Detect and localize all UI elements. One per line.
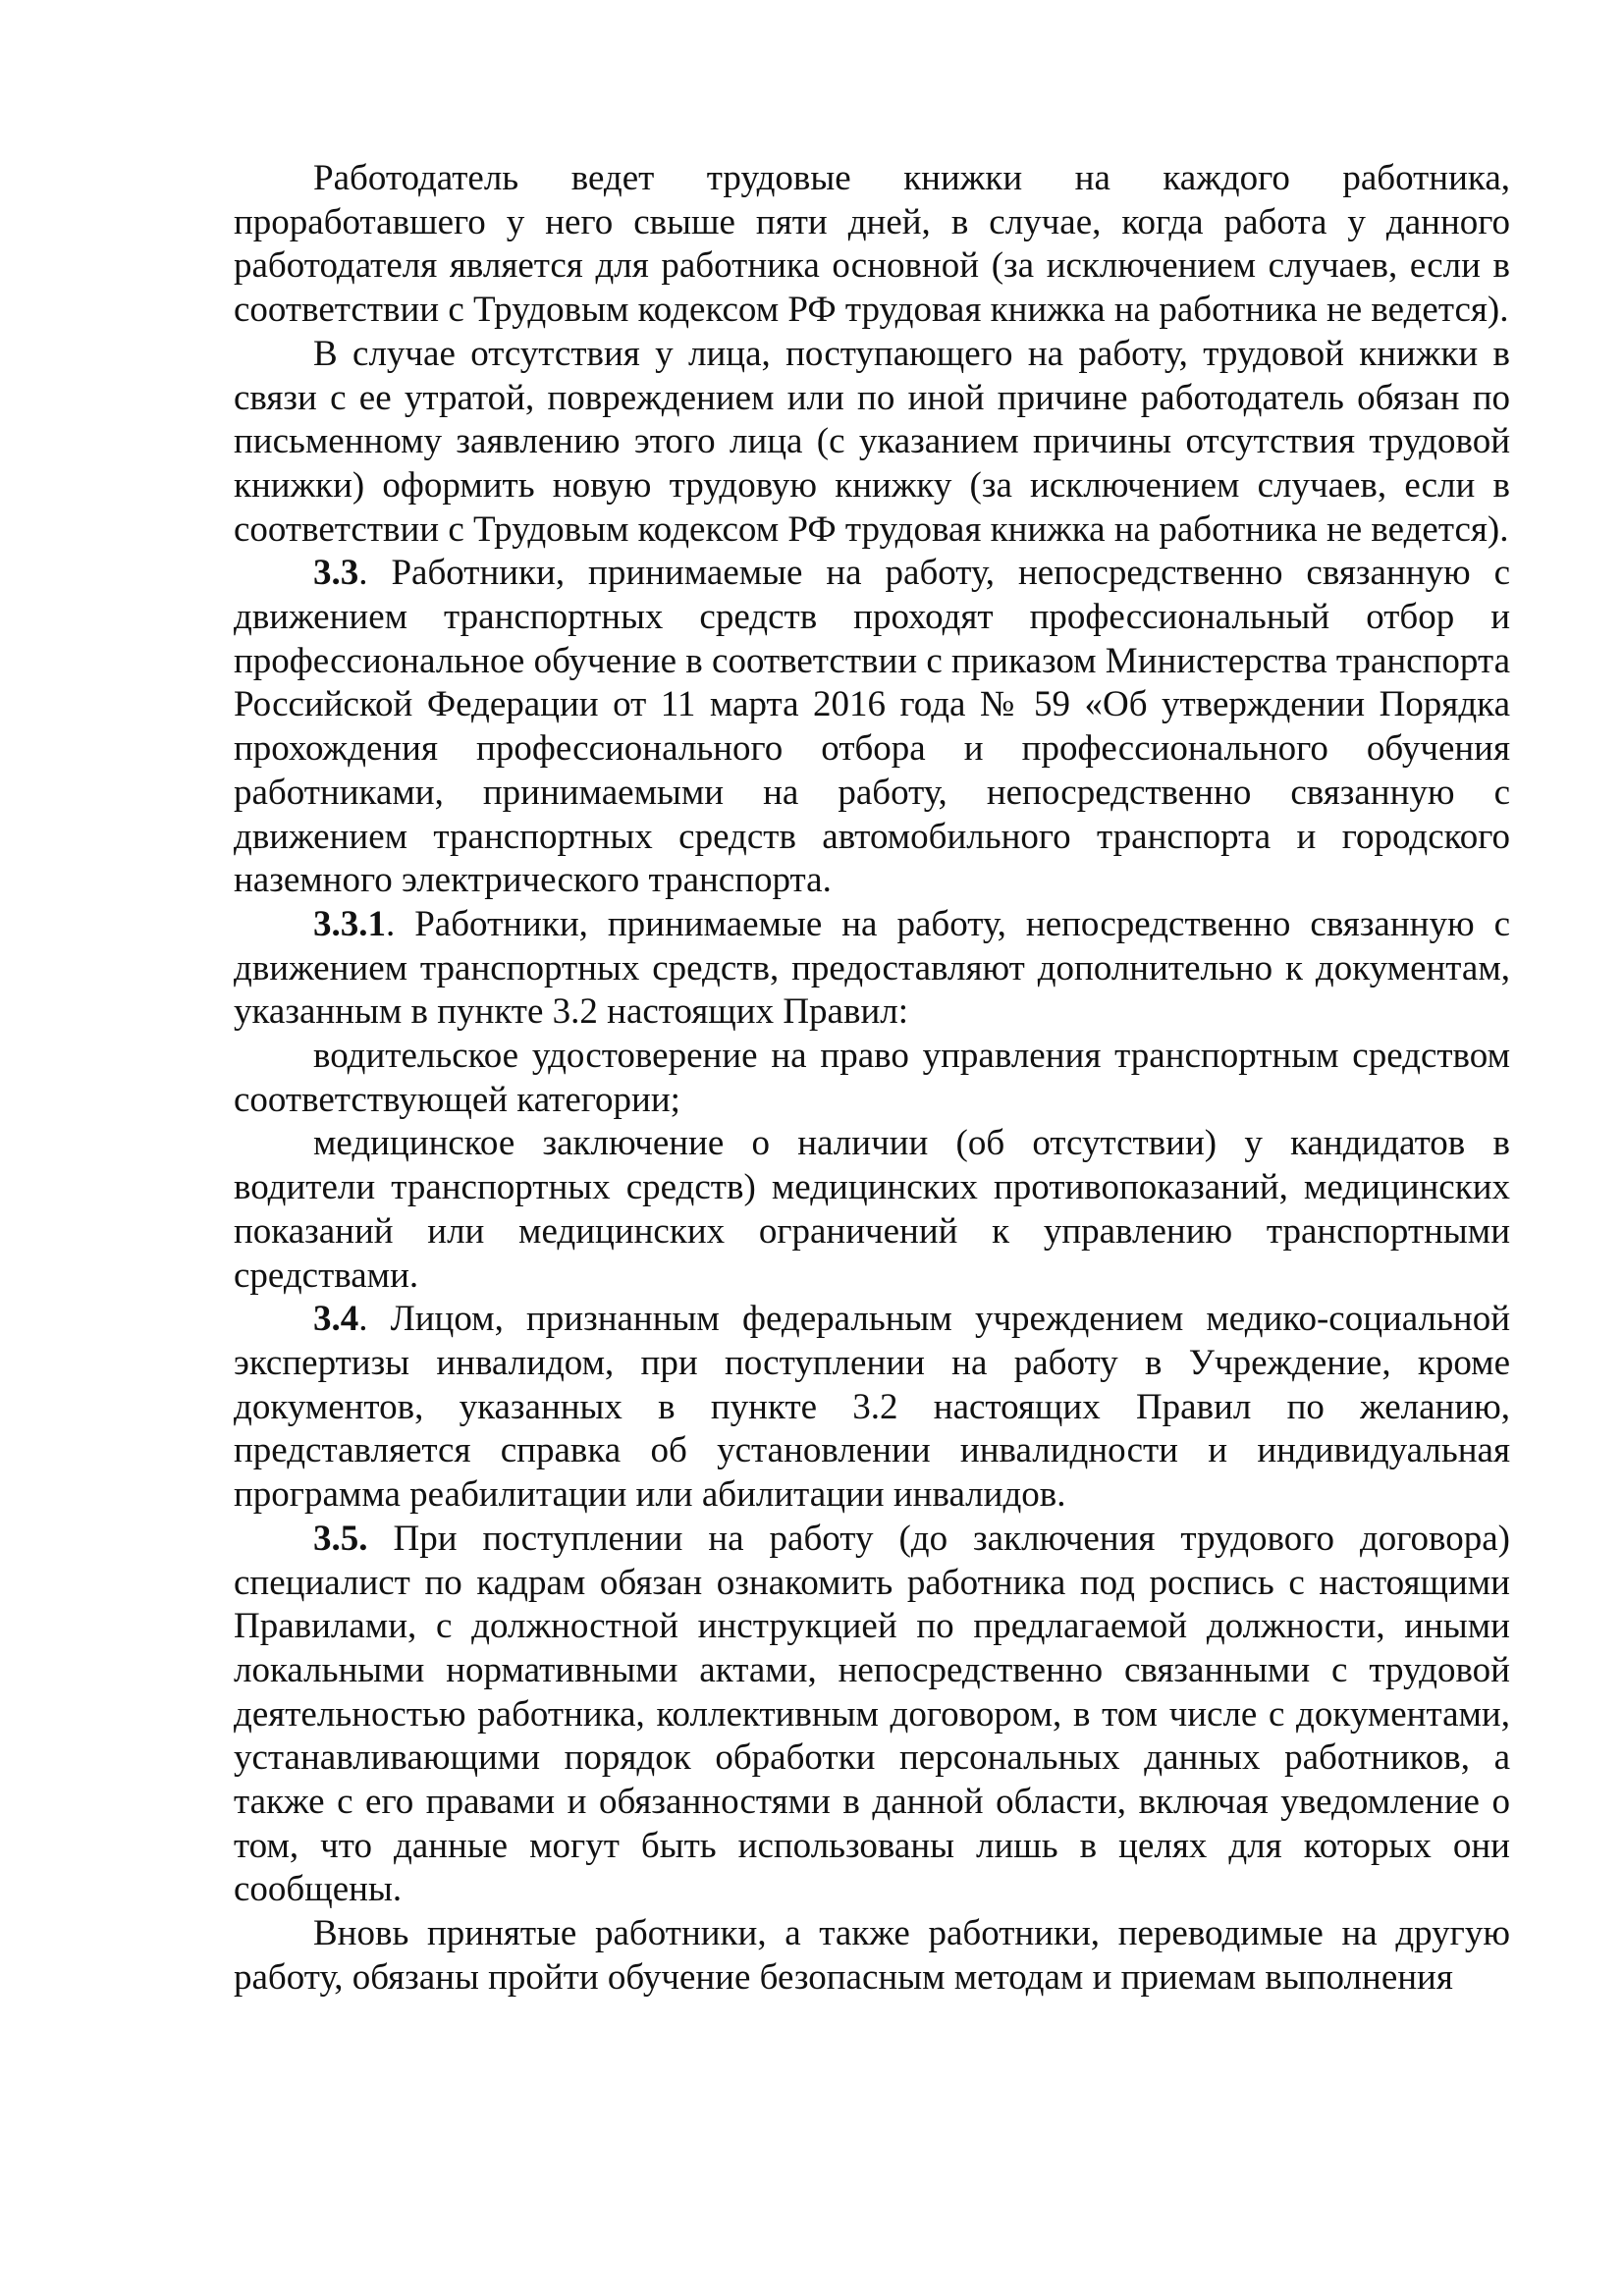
paragraph-text: При поступлении на работу (до заключения трудового договора) специалист по кадрам обязан ознакомить работника под роспись с настоящими Правилами, с должностной инструкцией по предлагаемой должности, иными локальными нормативными актами, непосредственно связанными с трудовой деятельностью работника, коллективным договором, в том числе с документами, устанавливающими порядок обработки персональных данных работников, а также с его правами и обязанностями в данной области, включая уведомление о том, что данные могут быть использованы лишь в целях для которых они сообщены.	[234, 1518, 1510, 1910]
paragraph-safety-training	[234, 1912, 1510, 2000]
clause-number: 3.3	[313, 553, 359, 594]
clause-number: 3.4	[313, 1299, 359, 1340]
clause-number: 3.3.1	[313, 903, 386, 944]
paragraph-text: . Работники, принимаемые на работу, непосредственно связанную с движением транспортных средств проходят профессиональный отбор и профессиональное обучение в соответствии с приказом Министерства транспорта Российской Федерации от 11 марта 2016 года № 59 «Об утверждении Порядка прохождения профессионального отбора и профессионального обучения работниками, принимаемыми на работу, непосредственно связанную с движением транспортных средств автомобильного транспорта и городского наземного электрического транспорта.	[234, 553, 1510, 901]
paragraph-employment-record-books	[234, 157, 1510, 333]
paragraph-drivers-license	[234, 1035, 1510, 1122]
paragraph-3-4	[234, 1298, 1510, 1518]
paragraph-text: Вновь принятые работники, а также работники, переводимые на другую работу, обязаны пройти обучение безопасным методам и приемам выполнения	[234, 1913, 1510, 1998]
paragraph-missing-record-book	[234, 333, 1510, 553]
paragraph-text: В случае отсутствия у лица, поступающего на работу, трудовой книжки в связи с ее утратой, повреждением или по иной причине работодатель обязан по письменному заявлению этого лица (с указанием причины отсутствия трудовой книжки) оформить новую трудовую книжку (за исключением случаев, если в соответствии с Трудовым кодексом РФ трудовая книжка на работника не ведется).	[234, 333, 1510, 550]
paragraph-medical-certificate	[234, 1122, 1510, 1298]
paragraph-text: медицинское заключение о наличии (об отсутствии) у кандидатов в водители транспортных средств) медицинских противопоказаний, медицинских показаний или медицинских ограничений к управлению транспортными средствами.	[234, 1123, 1510, 1296]
paragraph-text: Работодатель ведет трудовые книжки на каждого работника, проработавшего у него свыше пяти дней, в случае, когда работа у данного работодателя является для работника основной (за исключением случаев, если в соответствии с Трудовым кодексом РФ трудовая книжка на работника не ведется).	[234, 158, 1510, 331]
paragraph-3-3	[234, 552, 1510, 903]
paragraph-text: . Лицом, признанным федеральным учреждением медико-социальной экспертизы инвалидом, при поступлении на работу в Учреждение, кроме документов, указанных в пункте 3.2 настоящих Правил по желанию, представляется справка об установлении инвалидности и индивидуальная программа реабилитации или абилитации инвалидов.	[234, 1299, 1510, 1516]
document-page	[234, 157, 1510, 2001]
paragraph-text: водительское удостоверение на право управления транспортным средством соответствующей категории;	[234, 1036, 1510, 1120]
paragraph-text: . Работники, принимаемые на работу, непосредственно связанную с движением транспортных средств, предоставляют дополнительно к документам, указанным в пункте 3.2 настоящих Правил:	[234, 903, 1510, 1033]
paragraph-3-5	[234, 1518, 1510, 1912]
clause-number: 3.5.	[313, 1518, 368, 1559]
paragraph-3-3-1	[234, 903, 1510, 1035]
